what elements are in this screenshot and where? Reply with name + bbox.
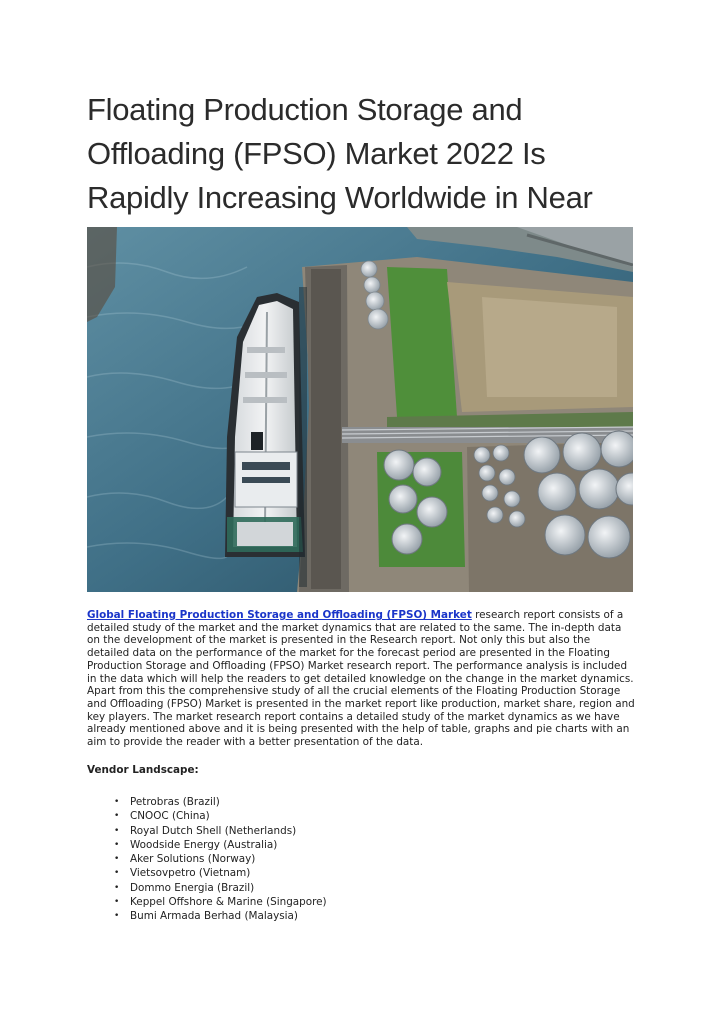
vendor-name: Bumi Armada Berhad (Malaysia) bbox=[130, 910, 298, 923]
list-item bbox=[87, 795, 327, 809]
vendor-name: Royal Dutch Shell (Netherlands) bbox=[130, 824, 297, 837]
aerial-port-photo bbox=[87, 227, 633, 592]
page-title: Floating Production Storage and Offloading (FPSO) Market 2022 Is Rapidly Increasing Worldwide in Near bbox=[87, 92, 593, 215]
intro-paragraph bbox=[87, 609, 635, 749]
list-item bbox=[87, 909, 327, 923]
bullet-icon: • bbox=[114, 854, 120, 865]
vendor-name: Aker Solutions (Norway) bbox=[130, 853, 256, 866]
bullet-icon: • bbox=[114, 839, 120, 850]
intro-body-text: research report consists of a detailed study of the market and the market dynamics that are related to the same. The in-depth data on the development of the market is presented in the Research report. Not only this but also the detailed data on the performance of the market for the forecast period are presented in the Floating Production Storage and Offloading (FPSO) Market research report. The performance analysis is included in the data which will help the readers to get detailed knowledge on the change in the market dynamics. Apart from this the comprehensive study of all the crucial elements of the Floating Production Storage and Offloading (FPSO) Market is presented in the market report like production, market share, region and key players. The market research report contains a detailed study of the market dynamics as we have already mentioned above and it is being presented with the help of table, graphs and pie charts with an aim to provide the reader with a better presentation of the data. bbox=[87, 609, 635, 749]
vendor-name: Vietsovpetro (Vietnam) bbox=[130, 867, 251, 880]
list-item bbox=[87, 895, 327, 909]
vendor-name: CNOOC (China) bbox=[130, 810, 210, 823]
bullet-icon: • bbox=[114, 868, 120, 879]
vendor-list bbox=[87, 795, 327, 924]
bullet-icon: • bbox=[114, 825, 120, 836]
list-item bbox=[87, 838, 327, 852]
market-report-link[interactable]: Global Floating Production Storage and Offloading (FPSO) Market bbox=[87, 609, 472, 621]
bullet-icon: • bbox=[114, 897, 120, 908]
bullet-icon: • bbox=[114, 811, 120, 822]
bullet-icon: • bbox=[114, 882, 120, 893]
vendor-name: Keppel Offshore & Marine (Singapore) bbox=[130, 896, 327, 909]
vendor-name: Dommo Energia (Brazil) bbox=[130, 881, 255, 894]
bullet-icon: • bbox=[114, 911, 120, 922]
list-item bbox=[87, 809, 327, 823]
list-item bbox=[87, 824, 327, 838]
list-item bbox=[87, 881, 327, 895]
hero-image bbox=[87, 227, 633, 592]
list-item bbox=[87, 852, 327, 866]
vendor-name: Woodside Energy (Australia) bbox=[130, 838, 278, 851]
list-item bbox=[87, 866, 327, 880]
bullet-icon: • bbox=[114, 797, 120, 807]
vendor-name: Petrobras (Brazil) bbox=[130, 796, 220, 808]
vendor-landscape-heading: Vendor Landscape: bbox=[87, 764, 199, 776]
